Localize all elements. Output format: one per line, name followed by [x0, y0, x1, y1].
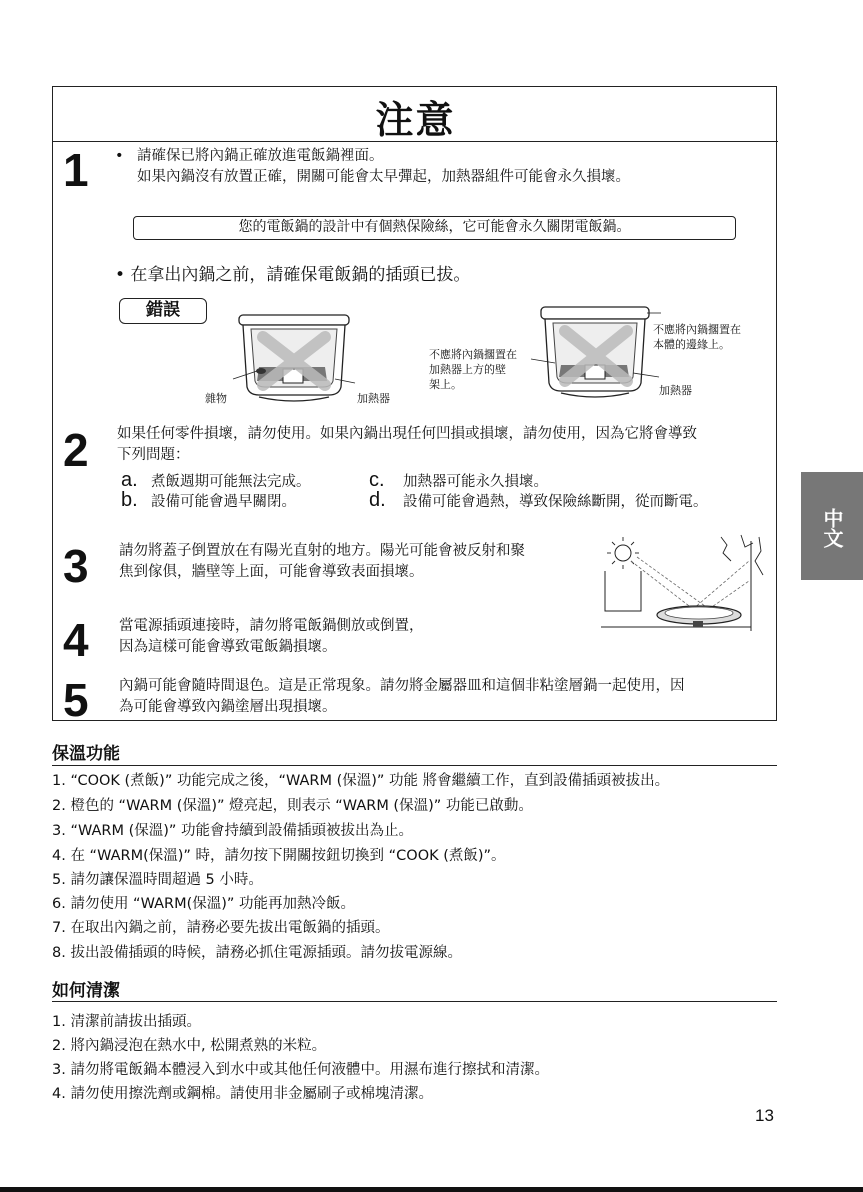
cleaning-heading: 如何清潔	[52, 981, 120, 1001]
caution-box	[52, 86, 777, 726]
keep-warm-item: 5. 請勿讓保溫時間超過 5 小時。	[52, 872, 263, 888]
keep-warm-item: 1. “COOK (煮飯)” 功能完成之後，“WARM (保溫)” 功能 將會繼續工作，直到設備插頭被拔出。	[52, 773, 670, 789]
section-number-1: 1	[63, 144, 89, 196]
fig2-wall-label-1: 不應將內鍋擱置在	[429, 348, 517, 361]
item-c-letter: c.	[369, 469, 385, 491]
s3-line1: 請勿將蓋子倒置放在有陽光直射的地方。陽光可能會被反射和聚	[119, 543, 525, 559]
section-number-3: 3	[63, 540, 89, 592]
cleaning-item: 1. 清潔前請拔出插頭。	[52, 1014, 201, 1030]
fig2-rim-label-1: 不應將內鍋擱置在	[653, 323, 741, 336]
keep-warm-item: 8. 拔出設備插頭的時候，請務必抓住電源插頭。請勿拔電源線。	[52, 945, 462, 961]
fig1-foreign-label: 雜物	[205, 392, 227, 405]
fig1-heater-label: 加熱器	[357, 392, 390, 405]
s4-line2: 因為這樣可能會導致電飯鍋損壞。	[119, 639, 337, 655]
item-b-text: 設備可能會過早關閉。	[151, 494, 296, 510]
s2-line1: 如果任何零件損壞，請勿使用。如果內鍋出現任何凹損或損壞，請勿使用，因為它將會導致	[117, 426, 697, 442]
sunlight-reflection-illustration	[601, 531, 769, 631]
keep-warm-item: 4. 在 “WARM(保溫)” 時，請勿按下開關按鈕切換到 “COOK (煮飯)”。	[52, 848, 506, 864]
section-number-2: 2	[63, 424, 89, 476]
item-a-letter: a.	[121, 469, 138, 491]
bullet: •	[115, 148, 124, 164]
s5-line1: 內鍋可能會隨時間退色。這是正常現象。請勿將金屬器皿和這個非粘塗層鍋一起使用，因	[119, 678, 685, 694]
fig2-heater-label: 加熱器	[659, 384, 692, 397]
section-number-5: 5	[63, 674, 89, 726]
s1-line2: 如果內鍋沒有放置正確，開關可能會太早彈起，加熱器組件可能會永久損壞。	[137, 169, 630, 185]
fig2-wall-label-3: 架上。	[429, 378, 462, 391]
cleaning-item: 4. 請勿使用擦洗劑或鋼棉。請使用非金屬刷子或棉塊清潔。	[52, 1086, 433, 1102]
fig2-rim-label-2: 本體的邊緣上。	[653, 338, 730, 351]
cleaning-item: 3. 請勿將電飯鍋本體浸入到水中或其他任何液體中。用濕布進行擦拭和清潔。	[52, 1062, 549, 1078]
title-divider	[53, 141, 778, 142]
s2-line2: 下列問題：	[117, 447, 190, 463]
keep-warm-item: 7. 在取出內鍋之前，請務必要先拔出電飯鍋的插頭。	[52, 920, 390, 936]
item-a-text: 煮飯週期可能無法完成。	[151, 474, 311, 490]
keep-warm-item: 6. 請勿使用 “WARM(保溫)” 功能再加熱冷飯。	[52, 896, 356, 912]
item-c-text: 加熱器可能永久損壞。	[403, 474, 548, 490]
fuse-note-box: 您的電飯鍋的設計中有個熱保險絲，它可能會永久關閉電飯鍋。	[133, 216, 736, 240]
s4-line1: 當電源插頭連接時，請勿將電飯鍋側放或倒置，	[119, 618, 424, 634]
keep-warm-heading: 保溫功能	[52, 744, 120, 764]
keep-warm-item: 3. “WARM (保溫)” 功能會持續到設備插頭被拔出為止。	[52, 823, 414, 839]
cooker-foreign-object-illustration	[229, 309, 359, 409]
s5-line2: 為可能會導致內鍋塗層出現損壞。	[119, 699, 337, 715]
wrong-label: 錯誤	[119, 298, 207, 324]
bottom-border	[0, 1187, 863, 1192]
language-tab	[801, 472, 863, 580]
keep-warm-divider	[52, 765, 777, 766]
unplug-warning: • 在拿出內鍋之前，請確保電飯鍋的插頭已拔。	[115, 265, 471, 285]
item-b-letter: b.	[121, 489, 138, 511]
caution-title: 注意	[375, 98, 456, 142]
language-tab-label: 中文	[820, 508, 844, 548]
cleaning-item: 2. 將內鍋浸泡在熱水中, 松開煮熟的米粒。	[52, 1038, 327, 1054]
section-number-4: 4	[63, 614, 89, 666]
keep-warm-item: 2. 橙色的 “WARM (保溫)” 燈亮起，則表示 “WARM (保溫)” 功能已啟動。	[52, 798, 533, 814]
fig2-wall-label-2: 加熱器上方的壁	[429, 363, 506, 376]
s3-line2: 焦到傢俱，牆壁等上面，可能會導致表面損壞。	[119, 564, 424, 580]
cleaning-divider	[52, 1001, 777, 1002]
item-d-text: 設備可能會過熱，導致保險絲斷開，從而斷電。	[403, 494, 708, 510]
page-number: 13	[755, 1106, 774, 1125]
s1-line1: 請確保已將內鍋正確放進電飯鍋裡面。	[137, 148, 384, 164]
item-d-letter: d.	[369, 489, 386, 511]
cooker-pot-on-rim-illustration	[529, 303, 663, 403]
